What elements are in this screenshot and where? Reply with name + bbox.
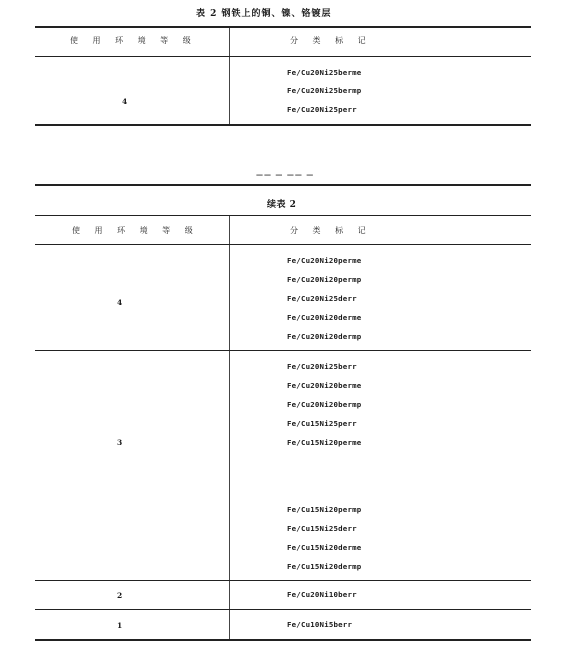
cont-level-cell: 4: [117, 298, 123, 307]
cont-level-cell: 3: [117, 438, 123, 447]
cont-code-cell: Fe/Cu15Ni20dermp: [287, 562, 362, 571]
table2-level-cell: 4: [122, 97, 128, 106]
table2-header-level: 使 用 环 境 等 级: [70, 36, 197, 45]
cont-code-cell: Fe/Cu15Ni20derme: [287, 543, 362, 552]
cont-code-cell: Fe/Cu20Ni20dermp: [287, 332, 362, 341]
table2-header-rule: [35, 56, 531, 57]
cont-title: 续表 2: [267, 200, 297, 210]
cont-code-cell: Fe/Cu15Ni20perme: [287, 438, 362, 447]
cont-header-level: 使 用 环 境 等 级: [72, 226, 199, 235]
table2-header-code: 分 类 标 记: [290, 36, 372, 45]
cont-level-cell: 1: [117, 621, 123, 630]
table2-code-cell: Fe/Cu20Ni25bermp: [287, 86, 362, 95]
cont-code-cell: Fe/Cu20Ni25berr: [287, 362, 357, 371]
cont-code-cell: Fe/Cu20Ni20derme: [287, 313, 362, 322]
stray-mark: —— — —— —: [256, 170, 315, 179]
cont-column-divider: [229, 216, 230, 640]
cont-code-cell: Fe/Cu20Ni20perme: [287, 256, 362, 265]
cont-code-cell: Fe/Cu15Ni20permp: [287, 505, 362, 514]
cont-code-cell: Fe/Cu15Ni25derr: [287, 524, 357, 533]
cont-code-cell: Fe/Cu20Ni25derr: [287, 294, 357, 303]
table2-top-rule: [35, 26, 531, 28]
cont-code-cell: Fe/Cu15Ni25perr: [287, 419, 357, 428]
table2-column-divider: [229, 28, 230, 124]
cont-code-cell: Fe/Cu20Ni20berme: [287, 381, 362, 390]
cont-bottom-rule: [35, 639, 531, 641]
cont-header-code: 分 类 标 记: [290, 226, 372, 235]
cont-level-cell: 2: [117, 591, 123, 600]
cont-title-rule: [35, 215, 531, 216]
table2-title: 表 2 钢铁上的铜、镍、铬镀层: [196, 9, 332, 19]
cont-group-rule: [35, 580, 531, 581]
cont-code-cell: Fe/Cu20Ni10berr: [287, 590, 357, 599]
cont-code-cell: Fe/Cu10Ni5berr: [287, 620, 353, 629]
table2-code-cell: Fe/Cu20Ni25berme: [287, 68, 362, 77]
cont-code-cell: Fe/Cu20Ni20permp: [287, 275, 362, 284]
cont-code-cell: Fe/Cu20Ni20bermp: [287, 400, 362, 409]
cont-group-rule: [35, 350, 531, 351]
table2-code-cell: Fe/Cu20Ni25perr: [287, 105, 357, 114]
cont-group-rule: [35, 609, 531, 610]
cont-header-rule: [35, 244, 531, 245]
cont-top-rule: [35, 184, 531, 186]
table2-bottom-rule: [35, 124, 531, 126]
